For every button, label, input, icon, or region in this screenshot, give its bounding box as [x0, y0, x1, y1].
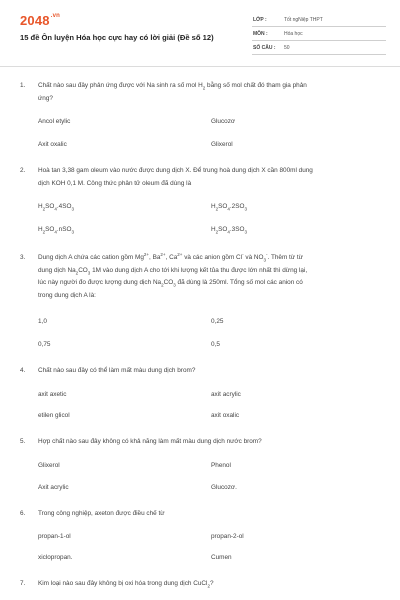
option-c[interactable]: Axit oxalic: [38, 141, 67, 148]
option-a[interactable]: Ancol etylic: [38, 118, 71, 125]
option-c[interactable]: xiclopropan.: [38, 554, 73, 561]
question-text: Chất nào sau đây phản ứng được với Na sinh ra số mol $H_2$ bằng số mol chất đó tham gia phản ứng?: [38, 82, 307, 102]
meta-divider: [252, 54, 386, 55]
option-d[interactable]: Glucozơ.: [211, 484, 237, 491]
option-d[interactable]: Cumen: [211, 554, 232, 561]
option-b[interactable]: axit acrylic: [211, 391, 241, 398]
question-number: 1.: [20, 82, 26, 89]
option-c[interactable]: etilen glicol: [38, 412, 70, 419]
option-b[interactable]: Phenol: [211, 462, 231, 469]
option-c[interactable]: Axit acrylic: [38, 484, 69, 491]
option-d[interactable]: 0,5: [211, 341, 220, 348]
question-text: Trong công nghiệp, axeton được điều chế từ: [38, 510, 165, 517]
question-text: Kim loại nào sau đây không bị oxi hóa trong dung dịch CuCl$_2$?: [38, 580, 214, 589]
option-d[interactable]: axit oxalic: [211, 412, 240, 419]
option-a[interactable]: 1,0: [38, 318, 47, 325]
option-b[interactable]: propan-2-ol: [211, 533, 244, 540]
exam-header: $2048^{.vn}$ 15 đề Ôn luyện Hóa học cực hay có lời giải (Đề số 12) LỚP : Tốt ngNiệp THPT MÔN : Hóa học SỐ CÂU : 50: [0, 0, 400, 66]
meta-divider: [252, 40, 386, 41]
question-number: 5.: [20, 438, 26, 445]
question-number: 6.: [20, 510, 26, 517]
question-text: Hoà tan 3,38 gam oleum vào nước được dung dịch X. Để trung hoà dung dịch X cần 800ml dung dịch KOH 0,1 M. Công thức phân tử oleum đã dùng là: [38, 167, 313, 187]
exam-title: 15 đề Ôn luyện Hóa học cực hay có lời giải (Đề số 12): [20, 33, 214, 42]
option-a[interactable]: $H_2SO_4.4SO_3$: [38, 203, 74, 212]
question-text: Dung dịch A chứa các cation gồm $Mg^{2+}$, $Ba^{2+}$, $Ca^{2+}$ và các anion gồm Cl- và $NO_3^-$. Thêm từ từ dung dịch $Na_2CO_3$ 1M vào dung dịch A cho tới khi lượng kết tủa thu được lớn nhất thì dừng lại, lúc này người đo được lượng dung dịch $Na_2CO_3$ đã dùng là 250ml. Tổng số mol các anion có trong dung dịch A là:: [38, 251, 308, 299]
question-number: 7.: [20, 580, 26, 587]
option-a[interactable]: Glixerol: [38, 462, 60, 469]
header-divider: [0, 66, 400, 67]
option-b[interactable]: $H_2SO_4.2SO_3$: [211, 203, 247, 212]
option-c[interactable]: 0,75: [38, 341, 51, 348]
option-b[interactable]: Glucozơ: [211, 118, 236, 125]
option-c[interactable]: $H_2SO_4.nSO_3$: [38, 226, 74, 235]
meta-divider: [252, 26, 386, 27]
question-number: 2.: [20, 167, 26, 174]
question-text: Chất nào sau đây có thể làm mất màu dung dịch brom?: [38, 367, 196, 374]
option-a[interactable]: propan-1-ol: [38, 533, 71, 540]
option-d[interactable]: Glixerol: [211, 141, 233, 148]
question-number: 3.: [20, 254, 26, 261]
option-d[interactable]: $H_2SO_4.3SO_3$: [211, 226, 247, 235]
question-number: 4.: [20, 367, 26, 374]
option-a[interactable]: axit axetic: [38, 391, 67, 398]
question-text: Hợp chất nào sau đây không có khả năng làm mất màu dung dịch nước brom?: [38, 438, 262, 445]
site-logo[interactable]: $2048^{.vn}$: [20, 13, 61, 28]
option-b[interactable]: 0,25: [211, 318, 224, 325]
